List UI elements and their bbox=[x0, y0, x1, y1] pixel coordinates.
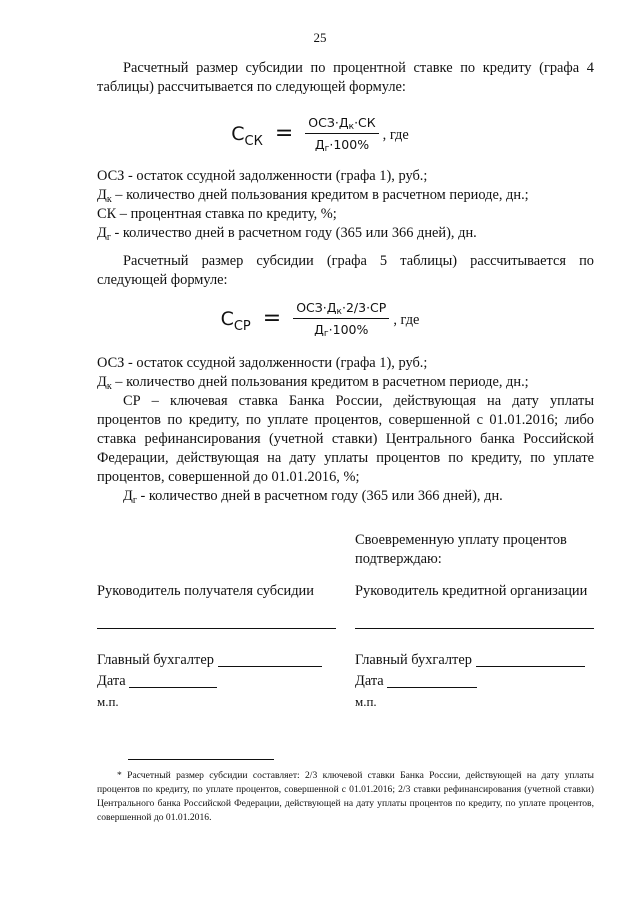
footnote-divider bbox=[128, 759, 274, 760]
section1-definitions bbox=[97, 167, 594, 243]
footnote: * Расчетный размер субсидии составляет: 2/3 ключевой ставки Банка России, действующей на дату уплаты процентов по кредиту, по уплате процентов, совершенной с 01.01.2016; 2/3 ставки рефинансирования (учетной ставки) Центрального банка Российской Федерации, действующей на дату уплаты процентов по кредиту, по уплате процентов, совершенной до 01.01.2016. bbox=[97, 770, 594, 823]
right-date-blank bbox=[387, 673, 477, 688]
formula-sr-equals: = bbox=[262, 306, 282, 331]
formula-subsidy-sk bbox=[0, 115, 640, 152]
formula-sk-equals: = bbox=[274, 121, 294, 146]
right-chief-accountant-label: Главный бухгалтер bbox=[355, 652, 472, 668]
right-chief-accountant bbox=[355, 651, 585, 670]
formula-sr-lhs: $С_{СР}$ bbox=[220, 307, 251, 334]
def-dg: $Д_г$ - количество дней в расчетном году (365 или 366 дней), дн. bbox=[97, 225, 477, 243]
def-osz: ОСЗ - остаток ссудной задолженности (графа 1), руб.; bbox=[97, 168, 428, 184]
right-head-label: Руководитель кредитной организации bbox=[355, 583, 588, 599]
formula-sk-fraction bbox=[305, 115, 378, 152]
right-chief-accountant-blank bbox=[476, 652, 585, 667]
left-chief-accountant bbox=[97, 651, 322, 670]
formula-sk-lhs: $С_{СК}$ bbox=[231, 122, 263, 149]
formula-sk-denominator: $Д_г\cdot 100\%$ bbox=[314, 137, 370, 154]
left-seal-label: м.п. bbox=[97, 694, 119, 709]
left-head-label: Руководитель получателя субсидии bbox=[97, 583, 314, 599]
section2-definitions bbox=[97, 354, 594, 506]
left-chief-accountant-label: Главный бухгалтер bbox=[97, 652, 214, 668]
confirm-text: Своевременную уплату процентов подтверждаю: bbox=[355, 532, 567, 567]
formula-subsidy-sr bbox=[0, 300, 640, 337]
def2-sr: СР – ключевая ставка Банка России, действующая на дату уплаты процентов по кредиту, по уплате процентов, совершенной с 01.01.2016; либо ставка рефинансирования (учетной ставки) Центрального банка Российской Федерации, действующая на дату уплаты процентов по кредиту, по уплате процентов, совершенной до 01.01.2016, %; bbox=[97, 393, 594, 485]
left-date bbox=[97, 672, 217, 691]
section1-intro: Расчетный размер субсидии по процентной ставке по кредиту (графа 4 таблицы) рассчитывается по следующей формуле: bbox=[97, 60, 594, 95]
formula-sr-where: , где bbox=[393, 312, 420, 328]
left-date-blank bbox=[129, 673, 217, 688]
formula-sr-numerator: $ОСЗ\cdot Д_к\cdot 2/3\cdot СР$ bbox=[293, 300, 389, 319]
formula-sr-fraction bbox=[293, 300, 389, 337]
formula-sk-where: , где bbox=[382, 127, 409, 143]
def2-dk: $Д_к$ – количество дней пользования кредитом в расчетном периоде, дн.; bbox=[97, 374, 529, 392]
def-sk: СК – процентная ставка по кредиту, %; bbox=[97, 206, 337, 222]
right-date bbox=[355, 672, 477, 691]
def2-osz: ОСЗ - остаток ссудной задолженности (графа 1), руб.; bbox=[97, 355, 428, 371]
left-head-signature-line bbox=[97, 628, 336, 629]
right-date-label: Дата bbox=[355, 673, 384, 689]
left-chief-accountant-blank bbox=[218, 652, 322, 667]
def2-dg: $Д_г$ - количество дней в расчетном году (365 или 366 дней), дн. bbox=[123, 488, 503, 506]
formula-sr-denominator: $Д_г\cdot 100\%$ bbox=[314, 322, 369, 339]
def-dk: $Д_к$ – количество дней пользования кредитом в расчетном периоде, дн.; bbox=[97, 187, 529, 205]
section2-intro: Расчетный размер субсидии (графа 5 таблицы) рассчитывается по следующей формуле: bbox=[97, 253, 594, 288]
right-head-signature-line bbox=[355, 628, 594, 629]
page-number: 25 bbox=[313, 30, 327, 45]
formula-sk-numerator: $ОСЗ\cdot Д_к\cdot СК$ bbox=[305, 115, 378, 134]
right-seal-label: м.п. bbox=[355, 694, 377, 709]
left-date-label: Дата bbox=[97, 673, 126, 689]
